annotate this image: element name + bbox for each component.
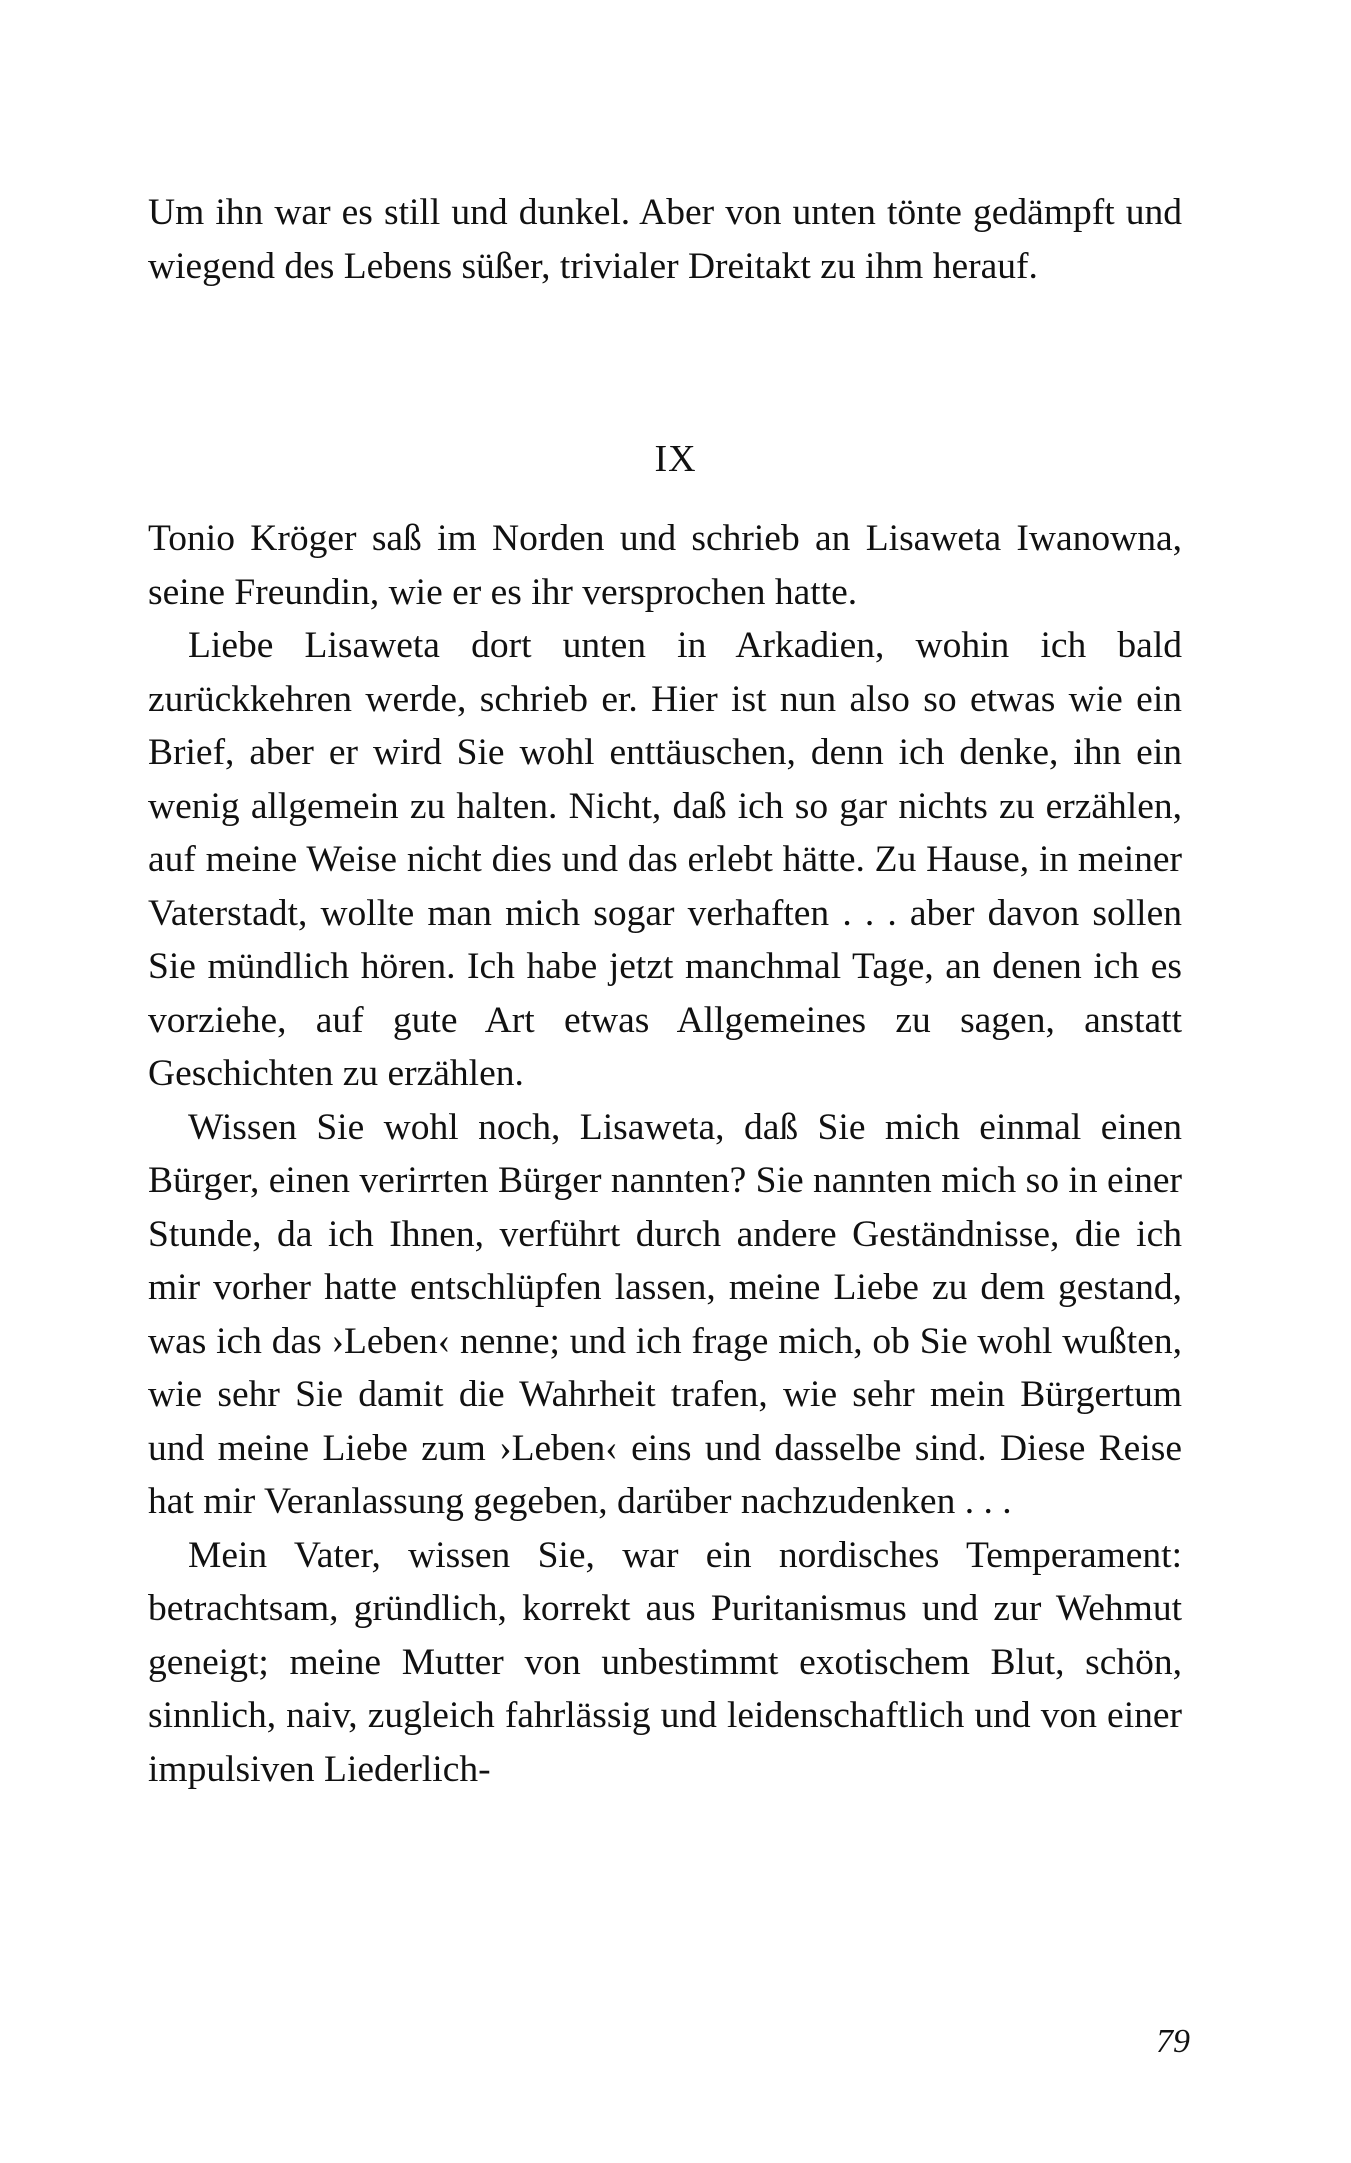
- paragraph: Wissen Sie wohl noch, Lisaweta, daß Sie mich einmal einen Bürger, einen verirrten Bürger nannten? Sie nannten mich so in einer Stunde, da ich Ihnen, verführt durch andere Geständnisse, die ich mir vorher hatte entschlüpfen lassen, meine Liebe zu dem gestand, was ich das ›Leben‹ nenne; und ich frage mich, ob Sie wohl wußten, wie sehr Sie damit die Wahrheit trafen, wie sehr mein Bürgertum und meine Liebe zum ›Leben‹ eins und dasselbe sind. Diese Reise hat mir Veranlassung gegeben, darüber nachzudenken . . .: [148, 1106, 1182, 1522]
- page-number: 79: [1156, 2023, 1190, 2060]
- paragraph: Mein Vater, wissen Sie, war ein nordisches Temperament: betrachtsam, gründlich, korrekt aus Puritanismus und zur Wehmut geneigt; meine Mutter von unbestimmt exotischem Blut, schön, sinnlich, naiv, zugleich fahrlässig und leidenschaftlich und von einer impulsiven Liederlich-: [148, 1534, 1182, 1790]
- chapter-body: [148, 512, 1182, 1796]
- paragraph: Tonio Kröger saß im Norden und schrieb an Lisaweta Iwanowna, seine Freundin, wie er es ihr versprochen hatte.: [148, 518, 1182, 613]
- chapter-heading: IX: [654, 438, 697, 480]
- opening-text: [148, 186, 1182, 293]
- opening-paragraph: Um ihn war es still und dunkel. Aber von unten tönte gedämpft und wiegend des Lebens süßer, trivialer Dreitakt zu ihm herauf.: [148, 192, 1182, 287]
- paragraph: Liebe Lisaweta dort unten in Arkadien, wohin ich bald zurückkehren werde, schrieb er. Hier ist nun also so etwas wie ein Brief, aber er wird Sie wohl enttäuschen, denn ich denke, ihn ein wenig allgemein zu halten. Nicht, daß ich so gar nichts zu erzählen, auf meine Weise nicht dies und das erlebt hätte. Zu Hause, in meiner Vaterstadt, wollte man mich sogar verhaften . . . aber davon sollen Sie mündlich hören. Ich habe jetzt manchmal Tage, an denen ich es vorziehe, auf gute Art etwas Allgemeines zu sagen, anstatt Geschichten zu erzählen.: [148, 625, 1182, 1094]
